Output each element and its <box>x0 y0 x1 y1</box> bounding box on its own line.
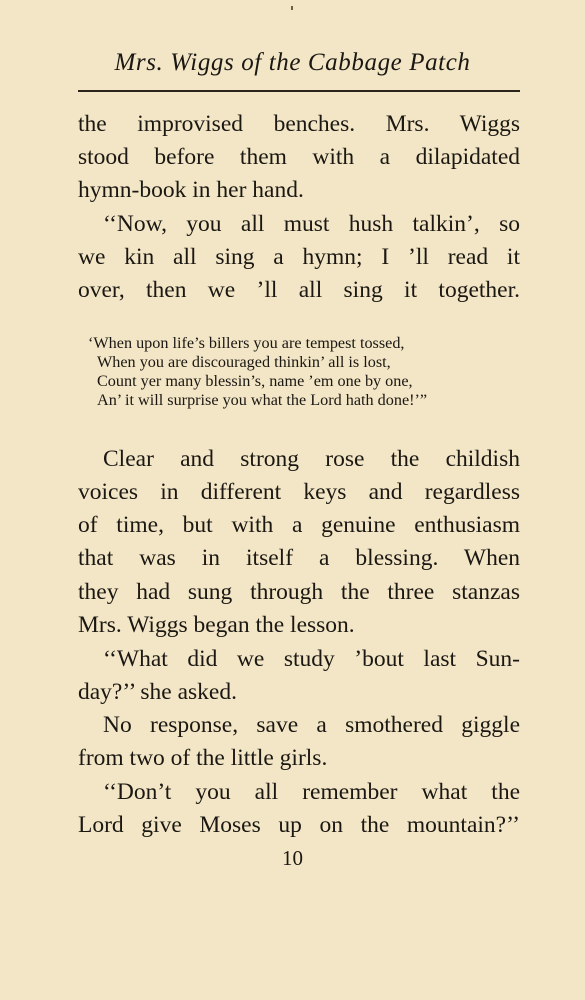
text-line: Lord give Moses up on the mountain?’’ <box>78 812 520 838</box>
text-line: No response, save a smothered giggle <box>103 712 520 738</box>
text-line: over, then we ’ll all sing it together. <box>78 277 520 303</box>
page-edge-mark <box>291 6 293 10</box>
text-line: Clear and strong rose the childish <box>103 446 520 472</box>
page-number: 10 <box>282 846 303 870</box>
running-head: Mrs. Wiggs of the Cabbage Patch <box>114 49 471 76</box>
verse-line: ‘When upon life’s billers you are tempest tossed, <box>88 334 405 352</box>
text-line: of time, but with a genuine enthusiasm <box>78 512 520 538</box>
text-line: from two of the little girls. <box>78 745 328 771</box>
header-rule <box>78 90 520 92</box>
text-line: stood before them with a dilapidated <box>78 144 520 170</box>
verse-line: When you are discouraged thinkin’ all is lost, <box>97 353 391 371</box>
text-line: ‘‘Don’t you all remember what the <box>103 779 520 805</box>
text-line: Mrs. Wiggs began the lesson. <box>78 612 355 638</box>
text-line: ‘‘Now, you all must hush talkin’, so <box>103 211 520 237</box>
text-line: day?’’ she asked. <box>78 679 237 705</box>
text-line: hymn-book in her hand. <box>78 177 304 203</box>
text-line: voices in different keys and regardless <box>78 479 520 505</box>
text-line: we kin all sing a hymn; I ’ll read it <box>78 244 520 270</box>
text-line: the improvised benches. Mrs. Wiggs <box>78 111 520 137</box>
verse-line: An’ it will surprise you what the Lord hath done!’” <box>97 391 428 409</box>
text-line: ‘‘What did we study ’bout last Sun- <box>103 646 520 672</box>
text-line: they had sung through the three stanzas <box>78 579 520 605</box>
text-line: that was in itself a blessing. When <box>78 545 520 571</box>
verse-line: Count yer many blessin’s, name ’em one by one, <box>97 372 413 390</box>
